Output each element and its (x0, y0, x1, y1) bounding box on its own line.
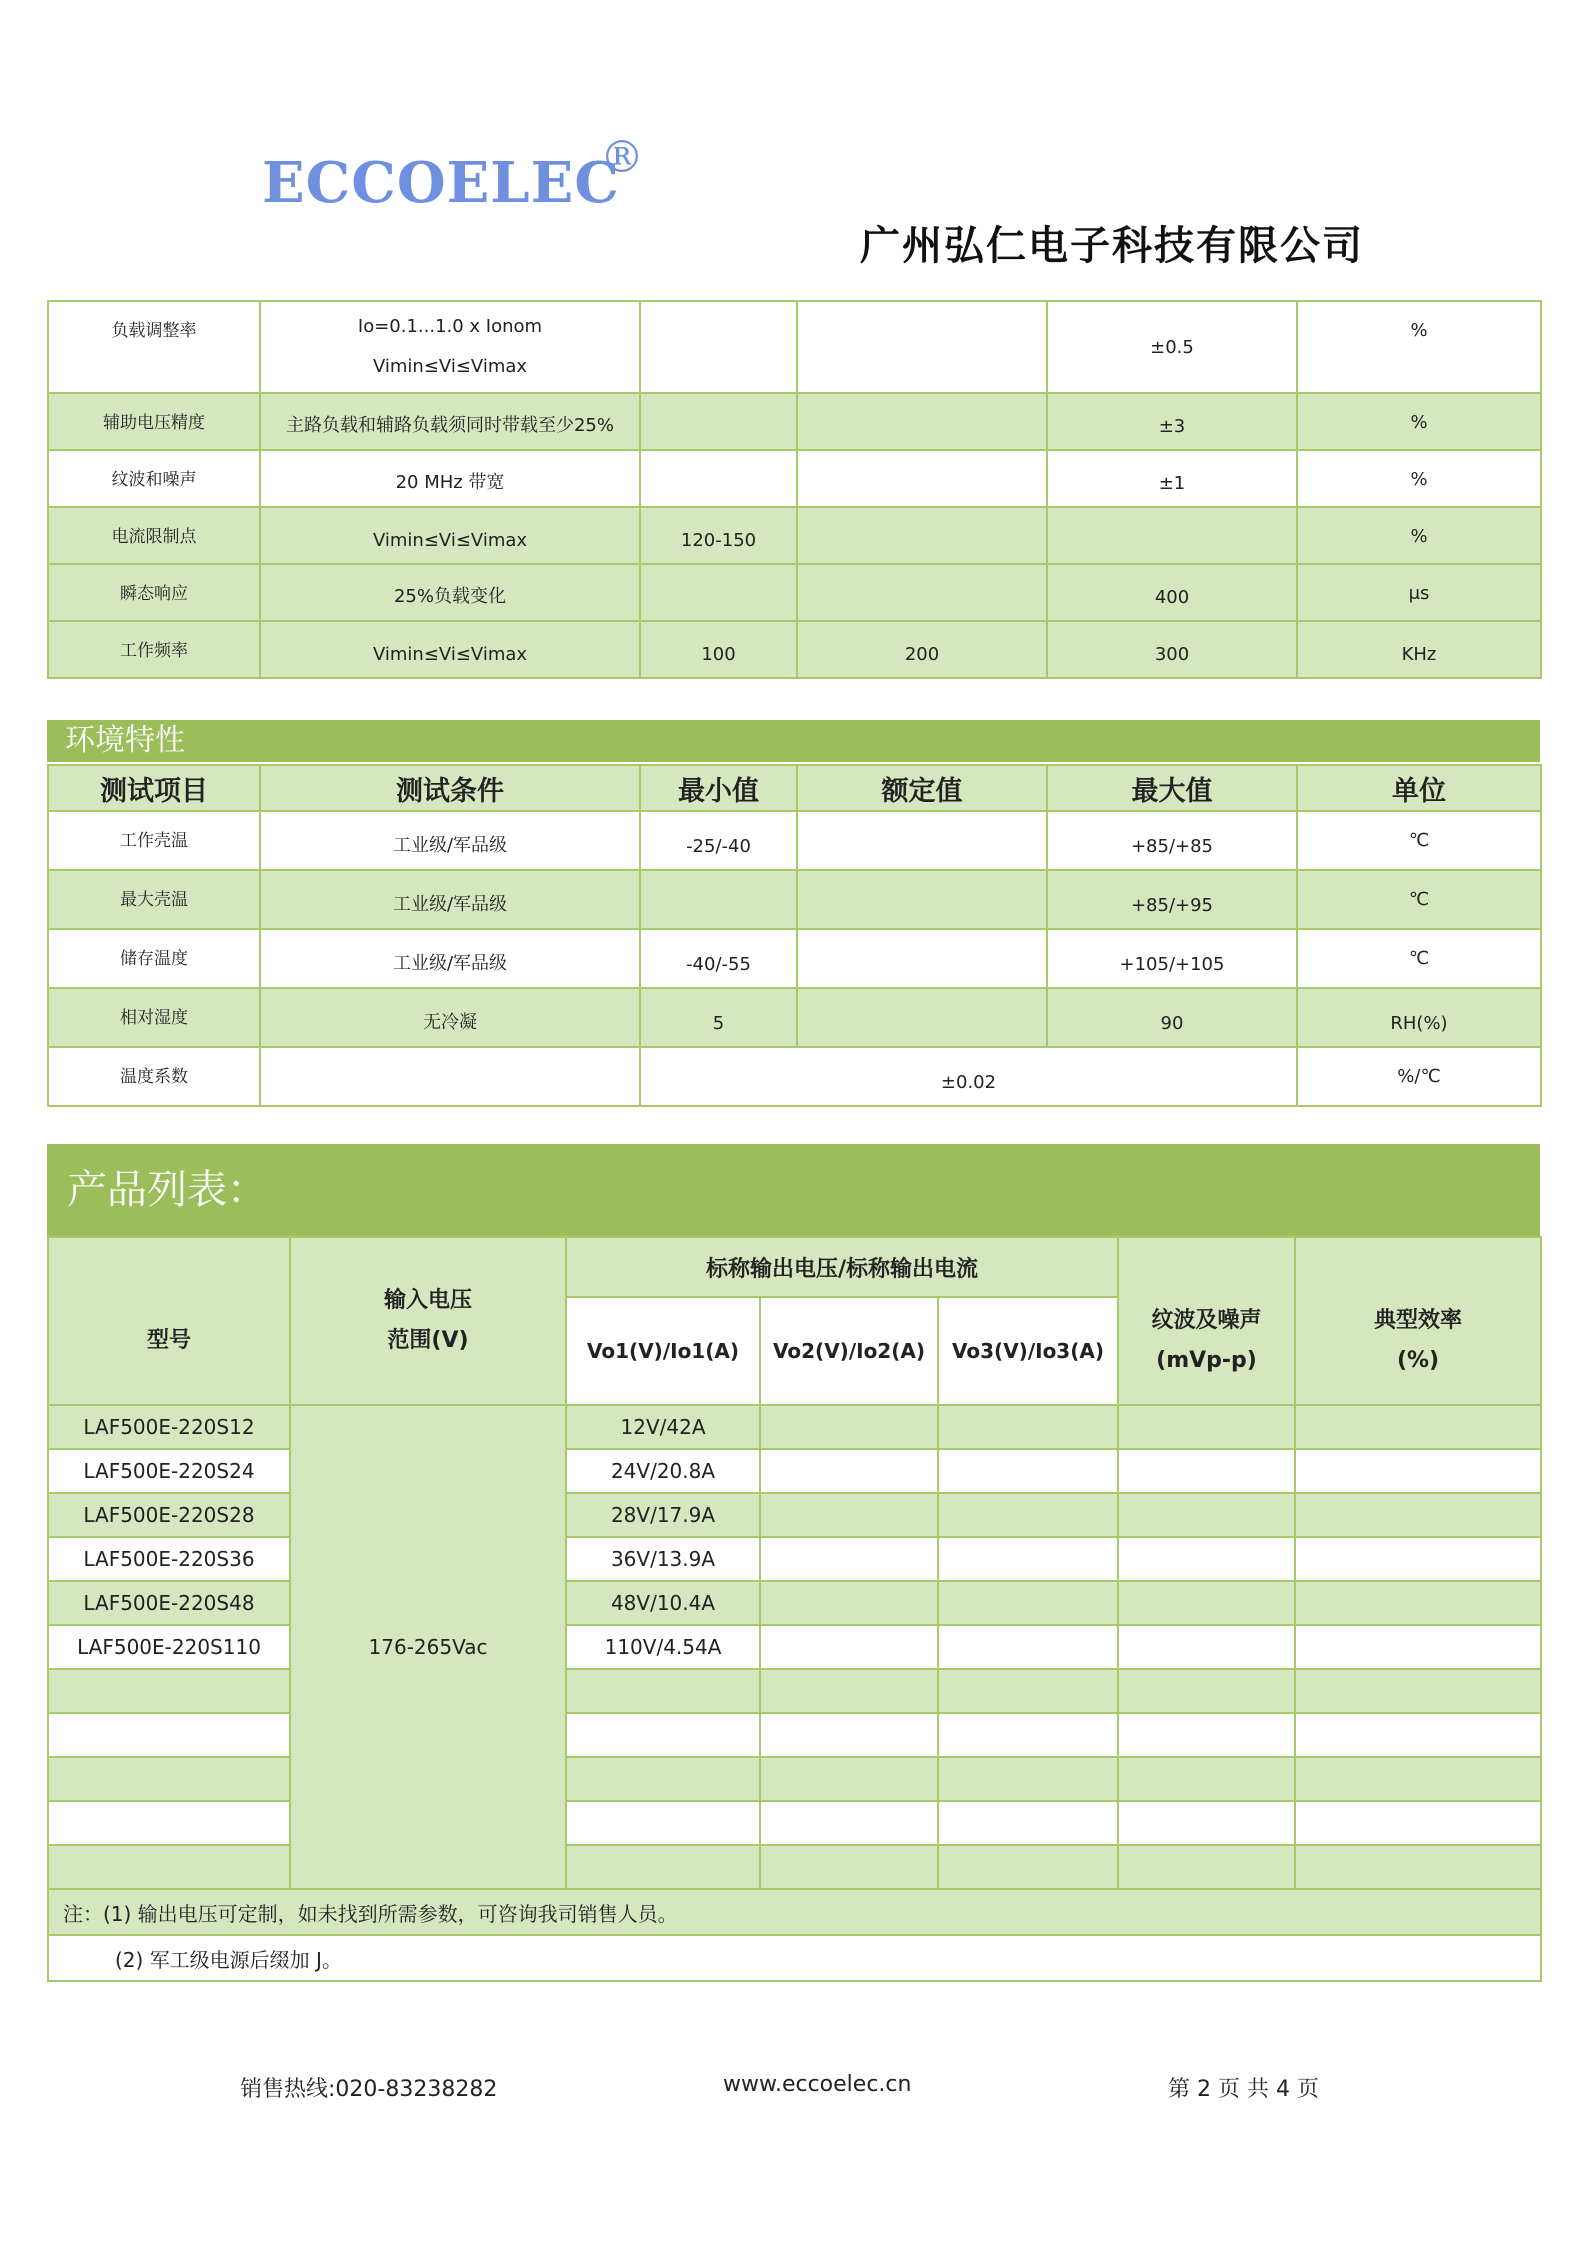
table-row (48, 811, 1541, 870)
product-ripple (1118, 1713, 1295, 1757)
param-name: 电流限制点 (48, 507, 260, 564)
param-unit: RH(%) (1297, 988, 1541, 1047)
output-characteristics-table (47, 300, 1542, 679)
product-vo2 (760, 1801, 938, 1845)
product-efficiency (1295, 1669, 1541, 1713)
param-nom (797, 301, 1047, 393)
product-vo1: 110V/4.54A (566, 1625, 760, 1669)
header-output-group: 标称输出电压/标称输出电流 (566, 1237, 1118, 1297)
product-efficiency (1295, 1493, 1541, 1537)
product-model: LAF500E-220S48 (48, 1581, 290, 1625)
param-unit: % (1297, 450, 1541, 507)
note-2: (2) 军工级电源后缀加 J。 (48, 1935, 1541, 1981)
param-nom (797, 507, 1047, 564)
column-header: 单位 (1297, 765, 1541, 811)
product-vo3 (938, 1713, 1118, 1757)
table-row (48, 1405, 1541, 1449)
param-nom (797, 988, 1047, 1047)
product-vo2 (760, 1493, 938, 1537)
product-model: LAF500E-220S12 (48, 1405, 290, 1449)
product-efficiency (1295, 1845, 1541, 1889)
table-row (48, 1449, 1541, 1493)
param-nom (797, 929, 1047, 988)
column-header: 最大值 (1047, 765, 1297, 811)
product-efficiency (1295, 1405, 1541, 1449)
param-nom (797, 564, 1047, 621)
param-min (640, 564, 797, 621)
param-name: 负载调整率 (48, 301, 260, 393)
header-line: 典型效率 (1374, 1308, 1463, 1333)
product-model: LAF500E-220S24 (48, 1449, 290, 1493)
product-model: LAF500E-220S110 (48, 1625, 290, 1669)
param-name: 最大壳温 (48, 870, 260, 929)
product-vo2 (760, 1405, 938, 1449)
param-condition (260, 301, 640, 393)
sales-hotline: 销售热线:020-83238282 (240, 2077, 498, 2102)
table-row (48, 929, 1541, 988)
table-row (48, 1493, 1541, 1537)
condition-line: Vimin≤Vi≤Vimax (372, 356, 528, 377)
product-efficiency (1295, 1757, 1541, 1801)
header-line: 输入电压 (383, 1288, 472, 1313)
param-unit: % (1297, 507, 1541, 564)
table-row (48, 1713, 1541, 1757)
product-model (48, 1801, 290, 1845)
product-efficiency (1295, 1449, 1541, 1493)
product-efficiency (1295, 1581, 1541, 1625)
product-ripple (1118, 1757, 1295, 1801)
column-header: 测试项目 (48, 765, 260, 811)
param-nom (797, 393, 1047, 450)
table-row (48, 1581, 1541, 1625)
param-condition: 主路负载和辅路负载须同时带载至少25% (260, 393, 640, 450)
param-max: ±1 (1047, 450, 1297, 507)
param-min: 5 (640, 988, 797, 1047)
param-value: ±0.02 (640, 1047, 1297, 1106)
product-vo3 (938, 1669, 1118, 1713)
product-vo3 (938, 1537, 1118, 1581)
param-unit: %/℃ (1297, 1047, 1541, 1106)
param-nom (797, 870, 1047, 929)
product-ripple (1118, 1801, 1295, 1845)
product-list-table (47, 1236, 1542, 1982)
param-condition (260, 1047, 640, 1106)
header-line: (mVp-p) (1156, 1348, 1257, 1373)
company-name: 广州弘仁电子科技有限公司 (860, 223, 1364, 269)
condition-line: Io=0.1...1.0 x Ionom (357, 316, 543, 337)
table-header-row (48, 1237, 1541, 1297)
param-unit: % (1297, 301, 1541, 393)
param-max: +105/+105 (1047, 929, 1297, 988)
param-condition: 工业级/军品级 (260, 929, 640, 988)
header-vo3: Vo3(V)/Io3(A) (938, 1297, 1118, 1405)
table-header-row (48, 765, 1541, 811)
table-row (48, 1669, 1541, 1713)
product-vo2 (760, 1757, 938, 1801)
param-unit: ℃ (1297, 929, 1541, 988)
param-max: ±0.5 (1047, 301, 1297, 393)
header-efficiency (1295, 1237, 1541, 1405)
product-vo1: 48V/10.4A (566, 1581, 760, 1625)
param-max: 400 (1047, 564, 1297, 621)
param-min: 100 (640, 621, 797, 678)
product-efficiency (1295, 1801, 1541, 1845)
product-vo1 (566, 1845, 760, 1889)
param-condition: 无冷凝 (260, 988, 640, 1047)
header-line: (%) (1396, 1348, 1440, 1373)
column-header: 额定值 (797, 765, 1047, 811)
param-name: 温度系数 (48, 1047, 260, 1106)
header-line: 纹波及噪声 (1151, 1308, 1262, 1333)
table-row (48, 1845, 1541, 1889)
product-vo1 (566, 1757, 760, 1801)
header-line: 范围(V) (387, 1328, 469, 1353)
header-input-range (290, 1237, 566, 1405)
product-vo2 (760, 1625, 938, 1669)
header-vo2: Vo2(V)/Io2(A) (760, 1297, 938, 1405)
product-vo2 (760, 1537, 938, 1581)
product-ripple (1118, 1845, 1295, 1889)
product-vo2 (760, 1845, 938, 1889)
product-vo1: 24V/20.8A (566, 1449, 760, 1493)
param-unit: KHz (1297, 621, 1541, 678)
header-model-label: 型号 (146, 1328, 191, 1353)
param-min: 120-150 (640, 507, 797, 564)
product-vo1: 28V/17.9A (566, 1493, 760, 1537)
column-header: 测试条件 (260, 765, 640, 811)
product-vo3 (938, 1801, 1118, 1845)
param-min: -25/-40 (640, 811, 797, 870)
param-condition: 25%负载变化 (260, 564, 640, 621)
product-ripple (1118, 1405, 1295, 1449)
param-min (640, 450, 797, 507)
param-min (640, 393, 797, 450)
product-model: LAF500E-220S28 (48, 1493, 290, 1537)
product-vo3 (938, 1493, 1118, 1537)
table-row (48, 870, 1541, 929)
param-unit: ℃ (1297, 811, 1541, 870)
param-condition: 工业级/军品级 (260, 870, 640, 929)
param-unit: μs (1297, 564, 1541, 621)
product-model: LAF500E-220S36 (48, 1537, 290, 1581)
table-row (48, 621, 1541, 678)
product-model (48, 1757, 290, 1801)
param-min (640, 870, 797, 929)
param-condition: Vimin≤Vi≤Vimax (260, 621, 640, 678)
table-note-row (48, 1889, 1541, 1935)
company-logo: ECCOELEC (262, 150, 620, 216)
table-row (48, 507, 1541, 564)
param-max: +85/+95 (1047, 870, 1297, 929)
product-ripple (1118, 1625, 1295, 1669)
website-link[interactable]: www.eccoelec.cn (723, 2072, 912, 2097)
param-max: +85/+85 (1047, 811, 1297, 870)
product-ripple (1118, 1493, 1295, 1537)
param-unit: % (1297, 393, 1541, 450)
product-vo1: 36V/13.9A (566, 1537, 760, 1581)
product-vo1 (566, 1801, 760, 1845)
note-1: 注：(1) 输出电压可定制，如未找到所需参数，可咨询我司销售人员。 (48, 1889, 1541, 1935)
param-condition: 20 MHz 带宽 (260, 450, 640, 507)
product-vo1: 12V/42A (566, 1405, 760, 1449)
table-row (48, 393, 1541, 450)
param-name: 储存温度 (48, 929, 260, 988)
product-ripple (1118, 1537, 1295, 1581)
page-number: 第 2 页 共 4 页 (1168, 2077, 1319, 2102)
product-efficiency (1295, 1537, 1541, 1581)
table-row (48, 1625, 1541, 1669)
product-efficiency (1295, 1713, 1541, 1757)
param-name: 相对湿度 (48, 988, 260, 1047)
header-model (48, 1237, 290, 1405)
param-name: 瞬态响应 (48, 564, 260, 621)
table-row (48, 1537, 1541, 1581)
param-max (1047, 507, 1297, 564)
registered-mark: ® (600, 132, 644, 183)
param-nom: 200 (797, 621, 1047, 678)
param-unit: ℃ (1297, 870, 1541, 929)
product-vo2 (760, 1449, 938, 1493)
table-row (48, 1047, 1541, 1106)
param-name: 纹波和噪声 (48, 450, 260, 507)
param-name: 辅助电压精度 (48, 393, 260, 450)
product-vo3 (938, 1845, 1118, 1889)
table-row (48, 450, 1541, 507)
product-input-range: 176-265Vac (290, 1405, 566, 1889)
param-name: 工作频率 (48, 621, 260, 678)
environment-section-title: 环境特性 (47, 720, 1540, 762)
product-ripple (1118, 1449, 1295, 1493)
table-row (48, 564, 1541, 621)
product-ripple (1118, 1581, 1295, 1625)
table-row (48, 301, 1541, 393)
param-min: -40/-55 (640, 929, 797, 988)
product-vo1 (566, 1669, 760, 1713)
param-min (640, 301, 797, 393)
table-row (48, 1801, 1541, 1845)
environment-table (47, 764, 1542, 1107)
product-model (48, 1845, 290, 1889)
table-row (48, 988, 1541, 1047)
product-vo3 (938, 1757, 1118, 1801)
product-model (48, 1713, 290, 1757)
param-max: ±3 (1047, 393, 1297, 450)
product-vo3 (938, 1581, 1118, 1625)
header-ripple (1118, 1237, 1295, 1405)
param-condition: 工业级/军品级 (260, 811, 640, 870)
product-vo1 (566, 1713, 760, 1757)
param-max: 300 (1047, 621, 1297, 678)
product-vo3 (938, 1625, 1118, 1669)
column-header: 最小值 (640, 765, 797, 811)
param-nom (797, 450, 1047, 507)
header-vo1: Vo1(V)/Io1(A) (566, 1297, 760, 1405)
product-list-title: 产品列表： (47, 1144, 1540, 1236)
table-row (48, 1757, 1541, 1801)
product-vo2 (760, 1669, 938, 1713)
product-vo3 (938, 1449, 1118, 1493)
param-name: 工作壳温 (48, 811, 260, 870)
product-efficiency (1295, 1625, 1541, 1669)
product-ripple (1118, 1669, 1295, 1713)
param-condition: Vimin≤Vi≤Vimax (260, 507, 640, 564)
product-vo2 (760, 1713, 938, 1757)
product-vo2 (760, 1581, 938, 1625)
product-model (48, 1669, 290, 1713)
param-max: 90 (1047, 988, 1297, 1047)
product-vo3 (938, 1405, 1118, 1449)
param-nom (797, 811, 1047, 870)
table-note-row (48, 1935, 1541, 1981)
